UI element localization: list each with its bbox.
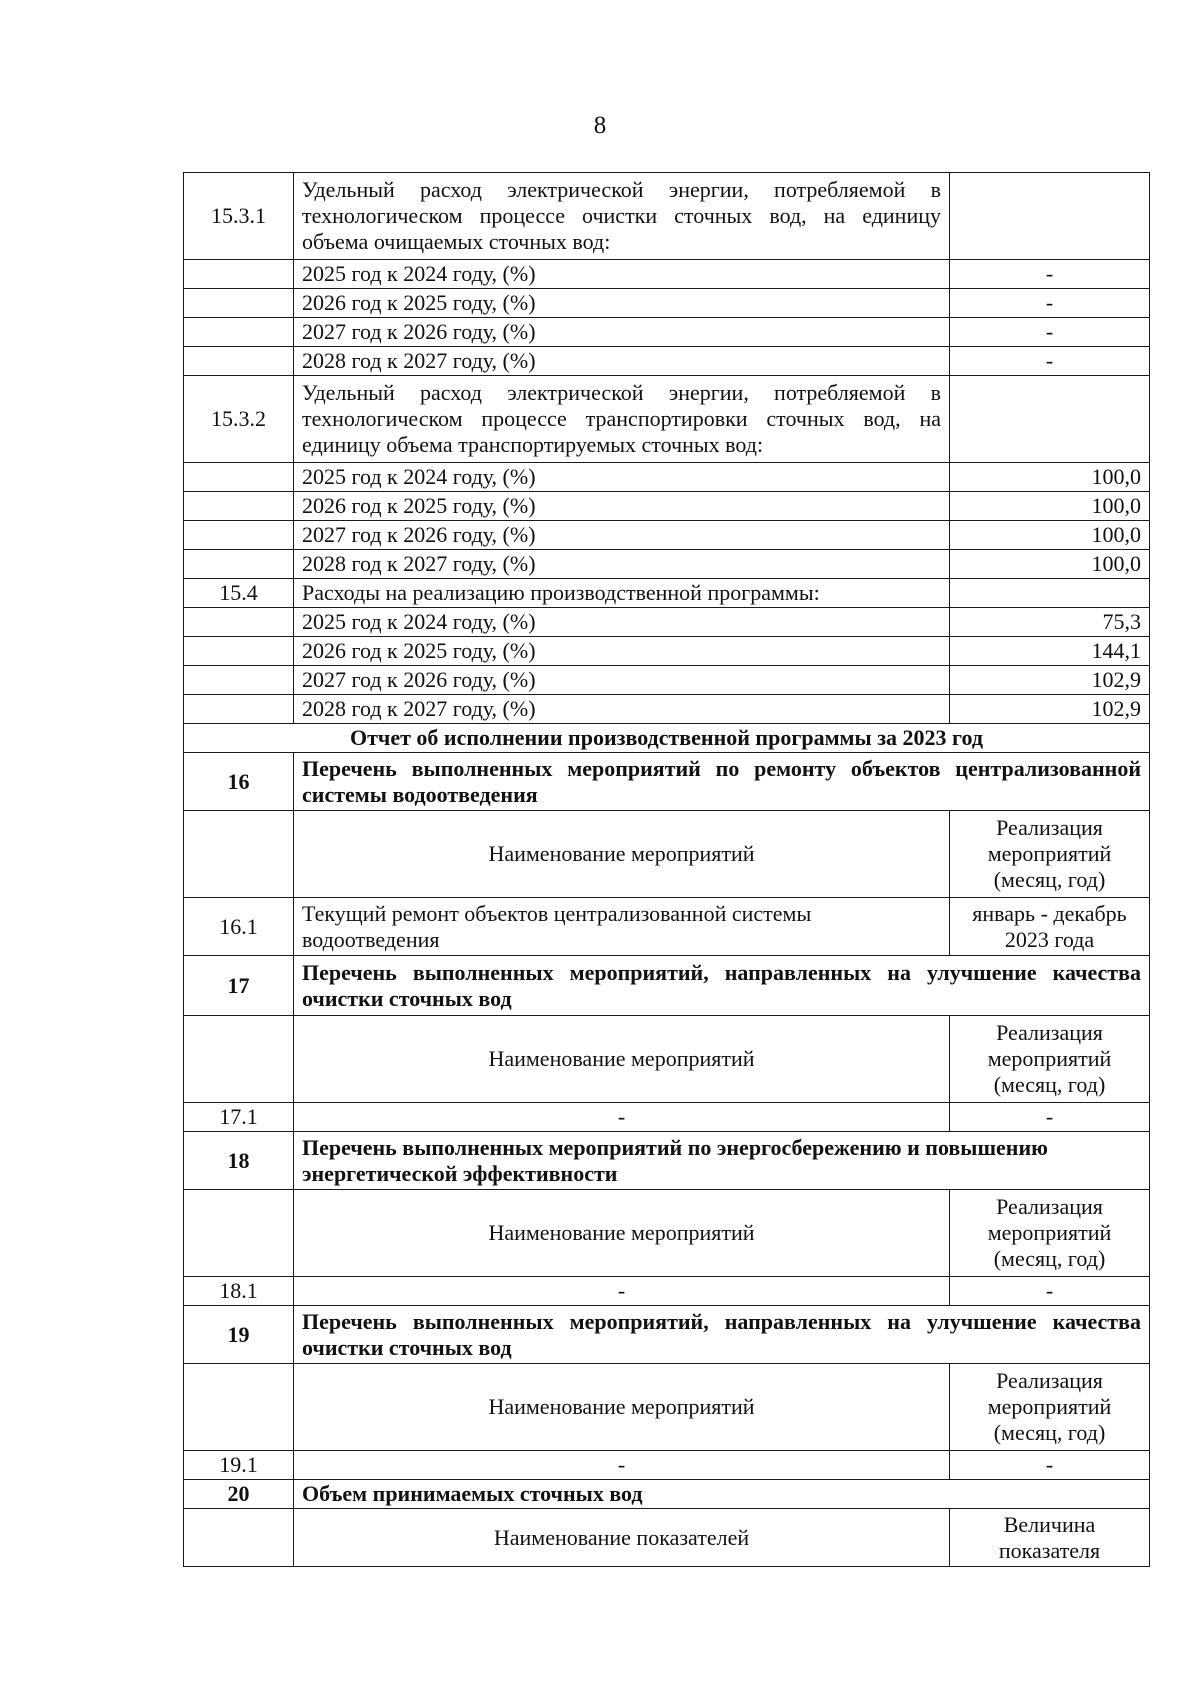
row-number: 15.3.2	[184, 376, 294, 463]
section-row	[184, 1132, 1150, 1190]
row-value: -	[950, 260, 1150, 289]
row-number: 15.4	[184, 579, 294, 608]
table-row	[184, 1277, 1150, 1306]
row-value	[950, 579, 1150, 608]
row-number: 18.1	[184, 1277, 294, 1306]
section-row	[184, 1306, 1150, 1364]
page-number: 8	[593, 112, 607, 139]
section-row	[184, 1480, 1150, 1509]
section-title: Перечень выполненных мероприятий по энергосбережению и повышению энергетической эффективности	[294, 1132, 1150, 1190]
table-row	[184, 376, 1150, 463]
table-row	[184, 521, 1150, 550]
row-description: Удельный расход электрической энергии, потребляемой в технологическом процессе очистки сточных вод, на единицу объема очищаемых сточных вод:	[294, 173, 950, 260]
row-value: -	[950, 318, 1150, 347]
table-row	[184, 608, 1150, 637]
row-number: 18	[184, 1132, 294, 1190]
table-row	[184, 173, 1150, 260]
row-description: 2028 год к 2027 году, (%)	[294, 695, 950, 724]
row-description: 2028 год к 2027 году, (%)	[294, 347, 950, 376]
table-row	[184, 347, 1150, 376]
column-header-row	[184, 1364, 1150, 1451]
table-row	[184, 898, 1150, 956]
section-row	[184, 753, 1150, 811]
row-value: 100,0	[950, 521, 1150, 550]
row-description: 2026 год к 2025 году, (%)	[294, 289, 950, 318]
column-header-row	[184, 1190, 1150, 1277]
table-row	[184, 666, 1150, 695]
table-row	[184, 637, 1150, 666]
column-header-realization: Реализация мероприятий (месяц, год)	[950, 1190, 1150, 1277]
table-row	[184, 492, 1150, 521]
column-header-name: Наименование мероприятий	[294, 811, 950, 898]
row-value: 102,9	[950, 695, 1150, 724]
section-header-row	[184, 724, 1150, 753]
column-header-row	[184, 1016, 1150, 1103]
table-row	[184, 550, 1150, 579]
row-value	[950, 376, 1150, 463]
table-row	[184, 1103, 1150, 1132]
column-header-name: Наименование мероприятий	[294, 1364, 950, 1451]
table-row	[184, 695, 1150, 724]
section-title: Объем принимаемых сточных вод	[294, 1480, 1150, 1509]
row-description: Текущий ремонт объектов централизованной системы водоотведения	[294, 898, 950, 956]
row-description: 2025 год к 2024 году, (%)	[294, 260, 950, 289]
row-description: -	[294, 1451, 950, 1480]
section-title: Перечень выполненных мероприятий по ремонту объектов централизованной системы водоотведения	[294, 753, 1150, 811]
row-number: 16	[184, 753, 294, 811]
row-description: 2027 год к 2026 году, (%)	[294, 666, 950, 695]
table-row	[184, 260, 1150, 289]
table-row	[184, 579, 1150, 608]
row-value: 100,0	[950, 463, 1150, 492]
table-row	[184, 289, 1150, 318]
row-value: 102,9	[950, 666, 1150, 695]
row-description: Удельный расход электрической энергии, потребляемой в технологическом процессе транспортировки сточных вод, на единицу объема транспортируемых сточных вод:	[294, 376, 950, 463]
section-title: Перечень выполненных мероприятий, направленных на улучшение качества очистки сточных вод	[294, 1306, 1150, 1364]
row-number: 16.1	[184, 898, 294, 956]
row-description: 2026 год к 2025 году, (%)	[294, 492, 950, 521]
row-description: 2028 год к 2027 году, (%)	[294, 550, 950, 579]
row-description: Расходы на реализацию производственной программы:	[294, 579, 950, 608]
column-header-realization: Реализация мероприятий (месяц, год)	[950, 811, 1150, 898]
row-number: 19	[184, 1306, 294, 1364]
report-section-title: Отчет об исполнении производственной программы за 2023 год	[184, 724, 1150, 753]
column-header-name: Наименование показателей	[294, 1509, 950, 1567]
row-description: 2027 год к 2026 году, (%)	[294, 521, 950, 550]
column-header-name: Наименование мероприятий	[294, 1190, 950, 1277]
table-row	[184, 318, 1150, 347]
row-description: 2027 год к 2026 году, (%)	[294, 318, 950, 347]
row-number: 17.1	[184, 1103, 294, 1132]
table-row	[184, 1451, 1150, 1480]
row-value: -	[950, 1103, 1150, 1132]
table-row	[184, 463, 1150, 492]
row-value: -	[950, 1277, 1150, 1306]
row-number: 20	[184, 1480, 294, 1509]
row-value: 100,0	[950, 550, 1150, 579]
column-header-name: Наименование мероприятий	[294, 1016, 950, 1103]
column-header-realization: Реализация мероприятий (месяц, год)	[950, 1364, 1150, 1451]
column-header-value: Величина показателя	[950, 1509, 1150, 1567]
row-description: 2025 год к 2024 году, (%)	[294, 463, 950, 492]
column-header-realization: Реализация мероприятий (месяц, год)	[950, 1016, 1150, 1103]
row-value: -	[950, 347, 1150, 376]
row-value: январь - декабрь 2023 года	[950, 898, 1150, 956]
column-header-row	[184, 811, 1150, 898]
row-value: -	[950, 289, 1150, 318]
column-header-row	[184, 1509, 1150, 1567]
row-description: 2025 год к 2024 году, (%)	[294, 608, 950, 637]
row-description: -	[294, 1277, 950, 1306]
row-value: 100,0	[950, 492, 1150, 521]
row-number: 15.3.1	[184, 173, 294, 260]
row-value: 144,1	[950, 637, 1150, 666]
row-number: 19.1	[184, 1451, 294, 1480]
production-program-table	[183, 172, 1150, 1567]
row-value	[950, 173, 1150, 260]
row-number: 17	[184, 956, 294, 1016]
row-description: -	[294, 1103, 950, 1132]
row-value: -	[950, 1451, 1150, 1480]
section-row	[184, 956, 1150, 1016]
row-description: 2026 год к 2025 году, (%)	[294, 637, 950, 666]
row-value: 75,3	[950, 608, 1150, 637]
section-title: Перечень выполненных мероприятий, направленных на улучшение качества очистки сточных вод	[294, 956, 1150, 1016]
